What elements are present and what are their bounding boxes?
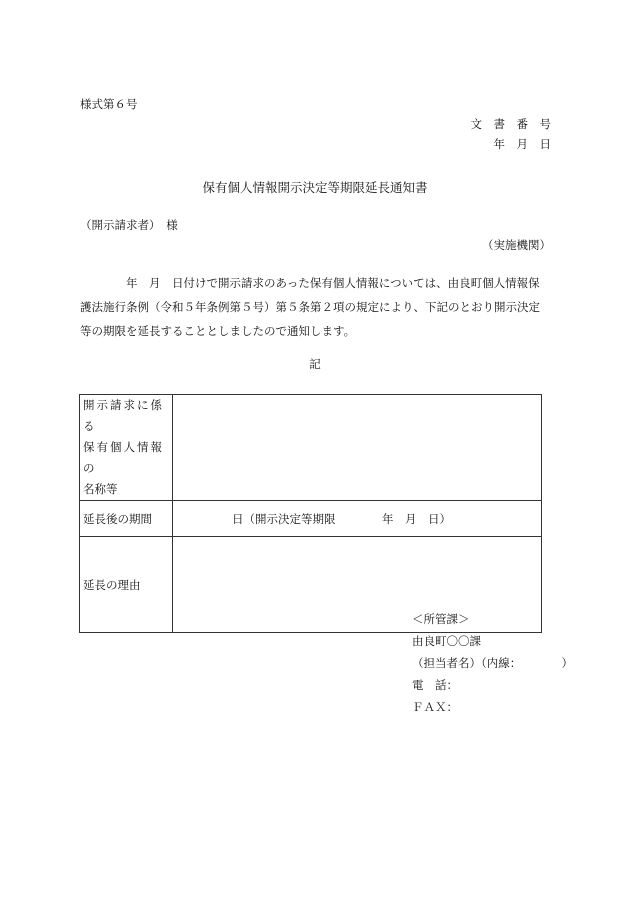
ki-heading: 記 [309, 357, 321, 371]
extended-period-value [173, 501, 542, 537]
document-number-label: 文 書 番 号 [470, 117, 551, 131]
phone-label: 電 話： [412, 678, 458, 692]
date-label: 年 月 日 [493, 137, 551, 151]
dept-heading: ＜所管課＞ [412, 612, 470, 626]
body-paragraph [80, 271, 552, 343]
extended-period-day: 日（開示決定等期限 [232, 511, 336, 526]
row-label-line: 保有個人情報の [83, 440, 164, 475]
row-label-line: 開示請求に係る [83, 398, 164, 433]
extended-period-deadline: 年 月 日） [382, 511, 451, 526]
document-title: 保有個人情報開示決定等期限延長通知書 [202, 180, 428, 195]
sender-line: （実施機関） [482, 238, 551, 252]
body-line: 年 月 日付けで開示請求のあった保有個人情報については、由良町個人情報保 [126, 276, 540, 290]
fax-label: ＦＡＸ： [412, 700, 458, 714]
row-label-line: 名称等 [83, 482, 118, 496]
row-label-reason: 延長の理由 [80, 537, 173, 633]
body-line: 等の期限を延長することとしましたので通知します。 [80, 324, 356, 338]
recipient-line: （開示請求者） 様 [80, 218, 178, 232]
table-row [80, 395, 542, 501]
row-label-extended-period: 延長後の期間 [80, 501, 173, 537]
form-number: 様式第６号 [80, 97, 138, 111]
contact-person: （担当者名）（内線： ） [412, 656, 573, 670]
dept-name: 由良町〇〇課 [412, 634, 481, 648]
row-label-target-info [80, 395, 173, 501]
info-table [79, 394, 542, 633]
target-info-value [173, 395, 542, 501]
body-line: 護法施行条例（令和５年条例第５号）第５条第２項の規定により、下記のとおり開示決定 [80, 300, 540, 314]
contact-block [412, 608, 573, 718]
table-row [80, 501, 542, 537]
